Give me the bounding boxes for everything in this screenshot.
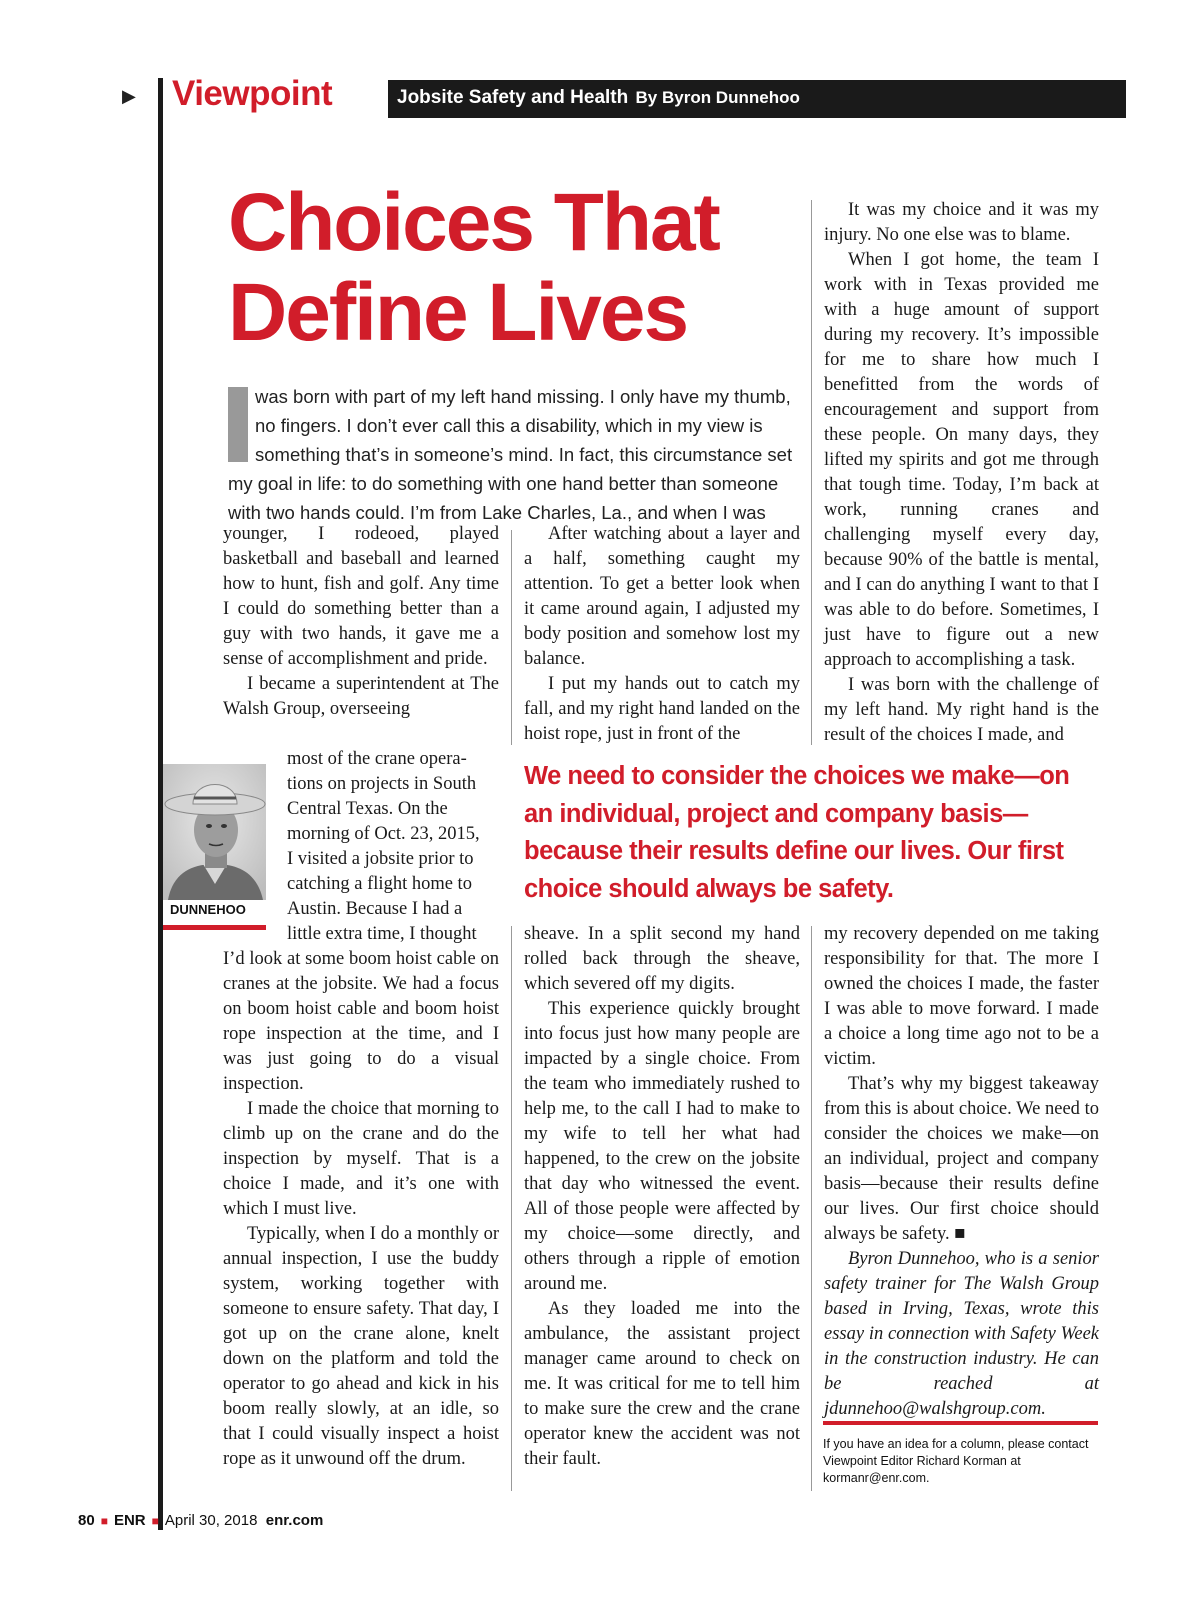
- author-photo: [163, 764, 266, 900]
- wrap-line: morning of Oct. 23, 2015,: [287, 824, 480, 844]
- lede-line: with two hands could. I’m from Lake Charles, La., and when I was: [228, 502, 766, 523]
- drop-cap: [228, 387, 248, 462]
- paragraph: After watching about a layer and a half, something caught my attention. To get a better look when it came around again, I adjusted my body position and somehow lost my balance.: [524, 524, 800, 669]
- lede-line: was born with part of my left hand missing. I only have my thumb,: [255, 386, 791, 407]
- wrap-line: Austin. Because I had a: [287, 899, 463, 919]
- column-1-top: [223, 522, 499, 722]
- pull-quote-line: choice should always be safety.: [524, 874, 894, 903]
- pull-quote: [524, 758, 1144, 908]
- author-bio: Byron Dunnehoo, who is a senior safety trainer for The Walsh Group based in Irving, Texas, wrote this essay in connection with Safety Week in the construction industry. He can be reached at jdunnehoo@walshgroup.com.: [824, 1249, 1099, 1419]
- lede-line: something that’s in someone’s mind. In fact, this circumstance set: [255, 444, 793, 465]
- paragraph: younger, I rodeoed, played basketball and baseball and learned how to hunt, fish and golf. Any time I could do something better than a guy with two hands, it gave me a sense of accomplishment and pride.: [223, 524, 499, 669]
- page-number: 80: [78, 1512, 95, 1529]
- paragraph: When I got home, the team I work with in Texas provided me with a huge amount of support during my recovery. It’s impossible for me to share how much I benefitted from the words of encouragement and support from these people. On many days, they lifted my spirits and got me through that tough time. Today, I’m back at work, running cranes and challenging myself every day, because 90% of the battle is mental, and I can do anything I want to that I was able to do before. Sometimes, I just have to figure out a new approach to accomplishing a task.: [824, 250, 1099, 670]
- column-divider: [511, 530, 512, 745]
- wrap-line: I visited a jobsite prior to: [287, 849, 474, 869]
- pull-quote-line: We need to consider the choices we make—on: [524, 762, 1070, 790]
- pull-quote-line: because their results define our lives. Our first: [524, 837, 1064, 865]
- website-link[interactable]: enr.com: [265, 1512, 324, 1529]
- lede-line: no fingers. I don’t ever call this a disability, which in my view is: [255, 415, 763, 436]
- column-divider: [811, 926, 812, 1491]
- column-divider: [811, 200, 812, 745]
- photo-caption: DUNNEHOO: [170, 902, 246, 917]
- paragraph: I became a superintendent at The Walsh Group, overseeing: [223, 674, 499, 719]
- paragraph: I’d look at some boom hoist cable on cranes at the jobsite. We had a focus on boom hoist cable and boom hoist rope inspection at the time, and I was just going to do a visual inspection.: [223, 949, 499, 1094]
- column-3-top: [824, 198, 1099, 748]
- paragraph: sheave. In a split second my hand rolled back through the sheave, which severed off my digits.: [524, 924, 800, 994]
- paragraph: Typically, when I do a monthly or annual inspection, I use the buddy system, working together with someone to ensure safety. That day, I got up on the crane alone, knelt down on the platform and told the operator to go ahead and kick in his boom really slowly, at an idle, so that I could visually inspect a hoist rope as it unwound off the drum.: [223, 1224, 499, 1469]
- pull-quote-line: an individual, project and company basis—: [524, 799, 1028, 828]
- wrap-line: little extra time, I thought: [287, 924, 477, 944]
- separator-icon: ■: [100, 1514, 108, 1528]
- header-byline: By Byron Dunnehoo: [635, 88, 800, 107]
- issue-date: April 30, 2018: [164, 1512, 258, 1529]
- wrap-line: Central Texas. On the: [287, 799, 448, 819]
- note-rule: [823, 1421, 1098, 1425]
- paragraph: I was born with the challenge of my left hand. My right hand is the result of the choices I made, and: [824, 675, 1099, 745]
- paragraph: my recovery depended on me taking responsibility for that. The more I owned the choices I made, the faster I was able to move forward. I made a choice a long time ago not to be a victim.: [824, 924, 1099, 1069]
- column-2-bottom: [524, 922, 800, 1472]
- paragraph: That’s why my biggest takeaway from this is about choice. We need to consider the choices we make—on an individual, project and company basis—because their results define our lives. Our first choice should always be safety. ■: [824, 1074, 1099, 1244]
- column-3-bottom: [824, 922, 1099, 1422]
- header-subtitle: [397, 87, 800, 109]
- publication-name: ENR: [113, 1512, 146, 1529]
- section-title: Viewpoint: [172, 74, 333, 113]
- header-topic: Jobsite Safety and Health: [397, 87, 629, 108]
- column-1-wrap: [287, 747, 499, 947]
- headline-line-1: Choices That: [228, 177, 719, 268]
- column-1-bottom: [223, 947, 499, 1472]
- page-footer: [78, 1512, 323, 1529]
- paragraph: I put my hands out to catch my fall, and my right hand landed on the hoist rope, just in front of the: [524, 674, 800, 744]
- paragraph: As they loaded me into the ambulance, the assistant project manager came around to check on me. It was critical for me to tell him to make sure the crew and the crane operator knew the accident was not their fault.: [524, 1299, 800, 1469]
- separator-icon: ■: [151, 1514, 159, 1528]
- headline: [228, 178, 808, 358]
- column-2-top: [524, 522, 800, 747]
- column-divider: [511, 926, 512, 1491]
- paragraph: This experience quickly brought into focus just how many people are impacted by a single choice. From the team who immediately rushed to help me, to the call I had to make to my wife to tell her what had happened, to the crew on the jobsite that day who witnessed the event. All of those people were affected by my choice—some directly, and others through a ripple of emotion around me.: [524, 999, 800, 1294]
- headline-line-2: Define Lives: [228, 267, 688, 358]
- lede-line: my goal in life: to do something with one hand better than someone: [228, 473, 779, 494]
- paragraph: I made the choice that morning to climb up on the crane and do the inspection by myself. That is a choice I made, and it’s one with which I must live.: [223, 1099, 499, 1219]
- editor-note: If you have an idea for a column, please contact Viewpoint Editor Richard Korman at kormanr@enr.com.: [823, 1437, 1089, 1485]
- section-arrow-icon: ▶: [122, 86, 136, 107]
- caption-rule: [163, 925, 266, 930]
- wrap-line: tions on projects in South: [287, 774, 477, 794]
- paragraph: It was my choice and it was my injury. No one else was to blame.: [824, 200, 1099, 245]
- wrap-line: catching a flight home to: [287, 874, 472, 894]
- lede: [228, 382, 810, 527]
- wrap-line: most of the crane opera-: [287, 749, 467, 769]
